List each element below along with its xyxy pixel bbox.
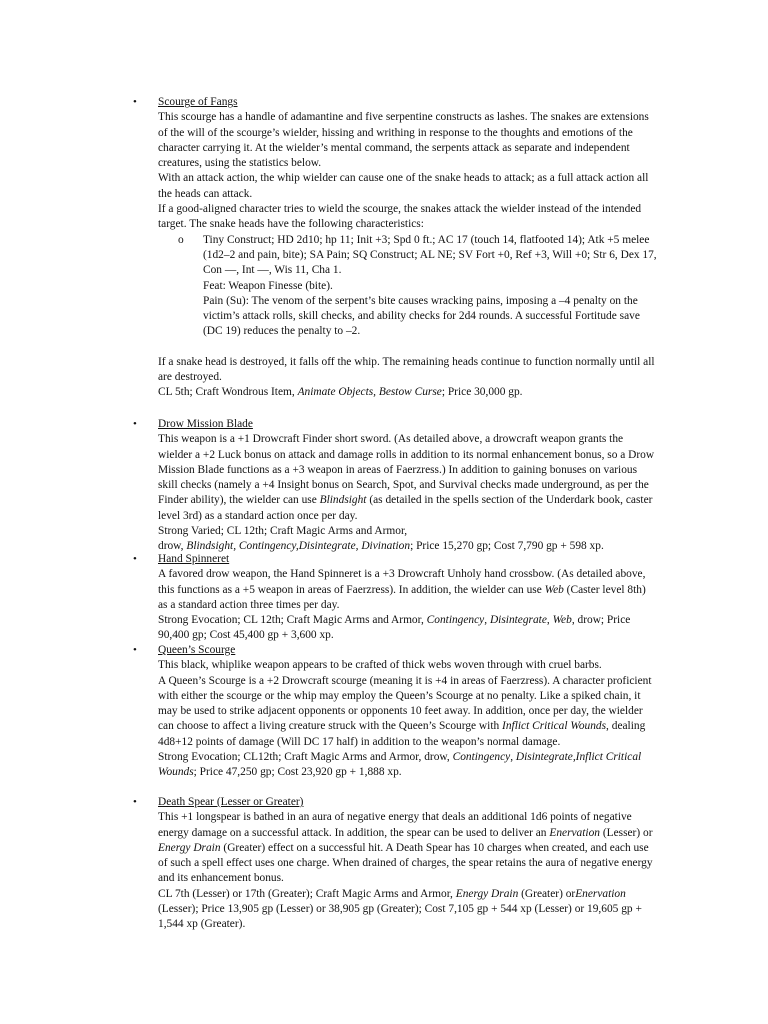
bullet: • — [133, 96, 137, 108]
paragraph: This +1 longspear is bathed in an aura of negative energy that deals an additional 1d6 points of negative energy damage on a successful attack. In addition, the spear can be used to deliver an Enervation (Lesser) or Energy Drain (Greater) effect on a successful hit. A Death Spear has 10 charges when created, and each use of such a spell effect uses one charge. When drained of charges, the spear retains the aura of negative energy and its enhancement bonus. — [158, 811, 653, 885]
creation-line: Strong Varied; CL 12th; Craft Magic Arms and Armor, — [158, 525, 408, 538]
bullet: • — [133, 796, 137, 808]
entry-hand-spinneret — [133, 552, 658, 644]
paragraph: A favored drow weapon, the Hand Spinneret is a +3 Drowcraft Unholy hand crossbow. (As detailed above, this functions as a +5 weapon in areas of Faerzress). In addition, the wielder can use Web (Caster level 8th) as a standard action three times per day. — [158, 568, 646, 611]
paragraph: If a snake head is destroyed, it falls off the whip. The remaining heads continue to function normally until all are destroyed. — [158, 355, 655, 384]
entry-title: Queen’s Scourge — [158, 644, 236, 656]
paragraph: A Queen’s Scourge is a +2 Drowcraft scourge (meaning it is +4 in areas of Faerzress). A character proficient with either the scourge or the whip may employ the Queen’s Scourge at no penalty. Like a spiked chain, it may be used to strike adjacent opponents or opponents 10 feet away. In addition, once per day, the wielder can choose to affect a living creature struck with the Queen’s Scourge with Inflict Critical Wounds, dealing 4d8+12 points of damage (Will DC 17 half) in addition to the weapon’s normal damage. — [158, 674, 652, 748]
paragraph: This weapon is a +1 Drowcraft Finder short sword. (As detailed above, a drowcraft weapon grants the wielder a +2 Luck bonus on attack and damage rolls in addition to its normal enhancement bonus, so a Drow Mission Blade functions as a +3 weapon in areas of Faerzress.) In addition to gaining bonuses on various skill checks (namely a +4 Insight bonus on Search, Spot, and Survival checks made underground, as per the Finder ability), the wielder can use Blindsight (as detailed in the spells section of the Underdark book, caster level 3rd) as a standard action once per day. — [158, 433, 655, 522]
entry-queens-scourge — [133, 643, 658, 781]
paragraph: With an attack action, the whip wielder can cause one of the snake heads to attack; as a full attack action all the heads can attack. — [158, 172, 649, 200]
entry-death-spear — [133, 795, 658, 933]
entry-title: Scourge of Fangs — [158, 96, 238, 108]
sub-bullet: o — [178, 233, 184, 246]
creation-line: Strong Evocation; CL 12th; Craft Magic Arms and Armor, Contingency, Disintegrate, Web, drow; Price 90,400 gp; Cost 45,400 gp + 3,600 xp. — [158, 614, 631, 642]
paragraph: If a good-aligned character tries to wield the scourge, the snakes attack the wielder instead of the intended target. The snake heads have the following characteristics: — [158, 203, 642, 231]
paragraph: This scourge has a handle of adamantine and five serpentine constructs as lashes. The snakes are extensions of the will of the scourge’s wielder, hissing and writhing in response to the thoughts and emotions of the character carrying it. At the wielder’s mental command, the serpents attack as separate and independent creatures, using the statistics below. — [158, 111, 649, 170]
creation-line: CL 7th (Lesser) or 17th (Greater); Craft Magic Arms and Armor, Energy Drain (Greater) orEnervation (Lesser); Price 13,905 gp (Lesser) or 38,905 gp (Greater); Cost 7,105 gp + 544 xp (Lesser) or 19,605 gp + 1,544 xp (Greater). — [158, 887, 642, 931]
entry-title: Death Spear (Lesser or Greater) — [158, 796, 304, 808]
bullet: • — [133, 644, 137, 656]
creation-line: Strong Evocation; CL12th; Craft Magic Arms and Armor, drow, Contingency, Disintegrate,Inflict Critical Wounds; Price 47,250 gp; Cost 23,920 gp + 1,888 xp. — [158, 751, 642, 779]
feat-line: Feat: Weapon Finesse (bite). — [203, 279, 333, 292]
entry-title: Hand Spinneret — [158, 553, 230, 565]
stat-block: Tiny Construct; HD 2d10; hp 11; Init +3; Spd 0 ft.; AC 17 (touch 14, flatfooted 14); Atk +5 melee (1d2–2 and pain, bite); SA Pain; SQ Construct; AL NE; SV Fort +0, Ref +3, Will +0; Str 6, Dex 17, Con —, Int —, Wis 11, Cha 1. — [203, 233, 657, 277]
creation-line-cont: drow, Blindsight, Contingency,Disintegrate, Divination; Price 15,270 gp; Cost 7,790 gp + 598 xp. — [158, 540, 604, 553]
paragraph: This black, whiplike weapon appears to be crafted of thick webs woven through with cruel barbs. — [158, 659, 602, 672]
entry-title: Drow Mission Blade — [158, 418, 253, 430]
bullet: • — [133, 418, 137, 430]
creation-line: CL 5th; Craft Wondrous Item, Animate Objects, Bestow Curse; Price 30,000 gp. — [158, 386, 523, 399]
bullet: • — [133, 553, 137, 565]
sub-item-snake-stats — [178, 233, 658, 340]
pain-ability: Pain (Su): The venom of the serpent’s bite causes wracking pains, imposing a –4 penalty on the victim’s attack rolls, skill checks, and ability checks for 2d4 rounds. A successful Fortitude save (DC 19) reduces the penalty to –2. — [203, 294, 640, 338]
entry-drow-mission-blade — [133, 417, 658, 555]
entry-scourge-of-fangs — [133, 95, 658, 401]
